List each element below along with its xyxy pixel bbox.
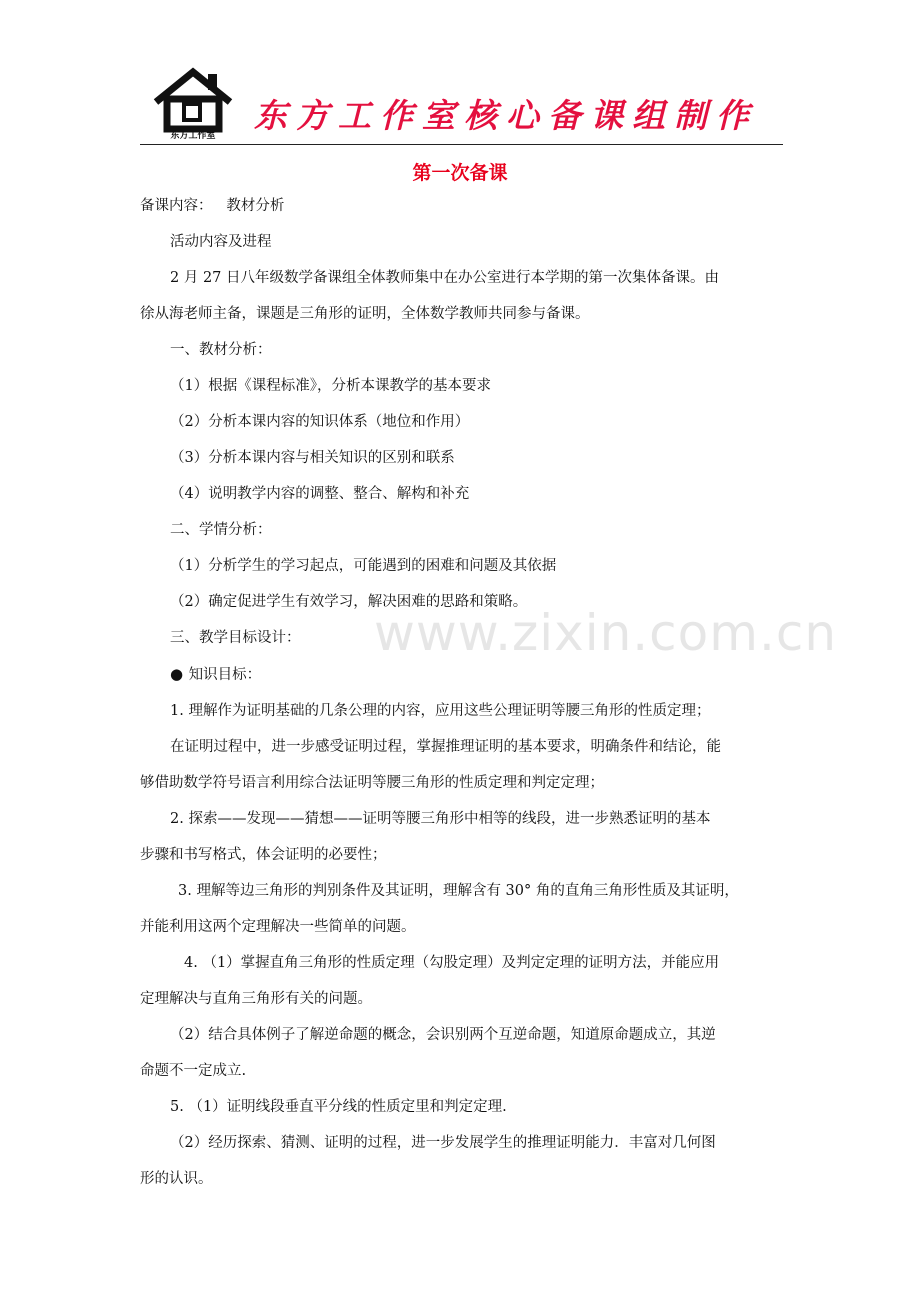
objective-line: 4. （1）掌握直角三角形的性质定理（勾股定理）及判定定理的证明方法，并能应用 [184,955,720,971]
bullet-item [140,656,790,693]
objective-line: 3. 理解等边三角形的判别条件及其证明，理解含有 30° 角的直角三角形性质及其证明， [178,883,739,899]
document-body [140,188,790,1197]
bullet-icon: ● [170,665,184,683]
paragraph-line: 命题不一定成立. [140,1063,247,1079]
objective-line: 2. 探索——发现——猜想——证明等腰三角形中相等的线段，进一步熟悉证明的基本 [170,811,711,827]
section-heading: 三、教学目标设计： [170,630,301,646]
objective-line: 5. （1）证明线段垂直平分线的性质定里和判定定理. [170,1099,507,1115]
list-item: （1）分析学生的学习起点，可能遇到的困难和问题及其依据 [170,558,557,574]
header-divider [140,144,783,145]
paragraph-line: 并能利用这两个定理解决一些简单的问题。 [140,919,416,935]
paragraph-line: 2 月 27 日八年级数学备课组全体教师集中在办公室进行本学期的第一次集体备课。由 [170,270,720,286]
activity-heading: 活动内容及进程 [170,234,272,250]
logo-caption: 东方工作室 [170,131,216,141]
objective-line: 1. 理解作为证明基础的几条公理的内容，应用这些公理证明等腰三角形的性质定理； [170,703,711,719]
paragraph-line: 够借助数学符号语言利用综合法证明等腰三角形的性质定理和判定定理； [140,775,604,791]
paragraph-line: 在证明过程中，进一步感受证明过程，掌握推理证明的基本要求，明确条件和结论，能 [170,739,721,755]
list-item: （2）确定促进学生有效学习，解决困难的思路和策略。 [170,594,528,610]
paragraph-line: 徐从海老师主备，课题是三角形的证明，全体数学教师共同参与备课。 [140,306,590,322]
list-item: （1）根据《课程标准》，分析本课教学的基本要求 [170,378,491,394]
section-heading: 一、教材分析： [170,342,272,358]
brand-banner: 东方工作室核心备课组制作 [254,96,758,135]
list-item: （2）分析本课内容的知识体系（地位和作用） [170,414,470,430]
page-header [140,62,783,144]
section-heading: 二、学情分析： [170,522,272,538]
list-item: （3）分析本课内容与相关知识的区别和联系 [170,450,455,466]
lesson-content-line: 备课内容： 教材分析 [140,198,285,214]
paragraph-line: （2）经历探索、猜测、证明的过程，进一步发展学生的推理证明能力．丰富对几何图 [170,1135,716,1151]
paragraph-line: 定理解决与直角三角形有关的问题。 [140,991,372,1007]
document-title: 第一次备课 [412,162,508,184]
paragraph-line: 步骤和书写格式，体会证明的必要性； [140,847,387,863]
bullet-label: 知识目标： [188,667,262,683]
objective-line: （2）结合具体例子了解逆命题的概念，会识别两个互逆命题，知道原命题成立，其逆 [170,1027,716,1043]
watermark: www.zixin.com.cn [374,604,838,662]
paragraph-line: 形的认识。 [140,1171,213,1187]
list-item: （4）说明教学内容的调整、整合、解构和补充 [170,486,470,502]
